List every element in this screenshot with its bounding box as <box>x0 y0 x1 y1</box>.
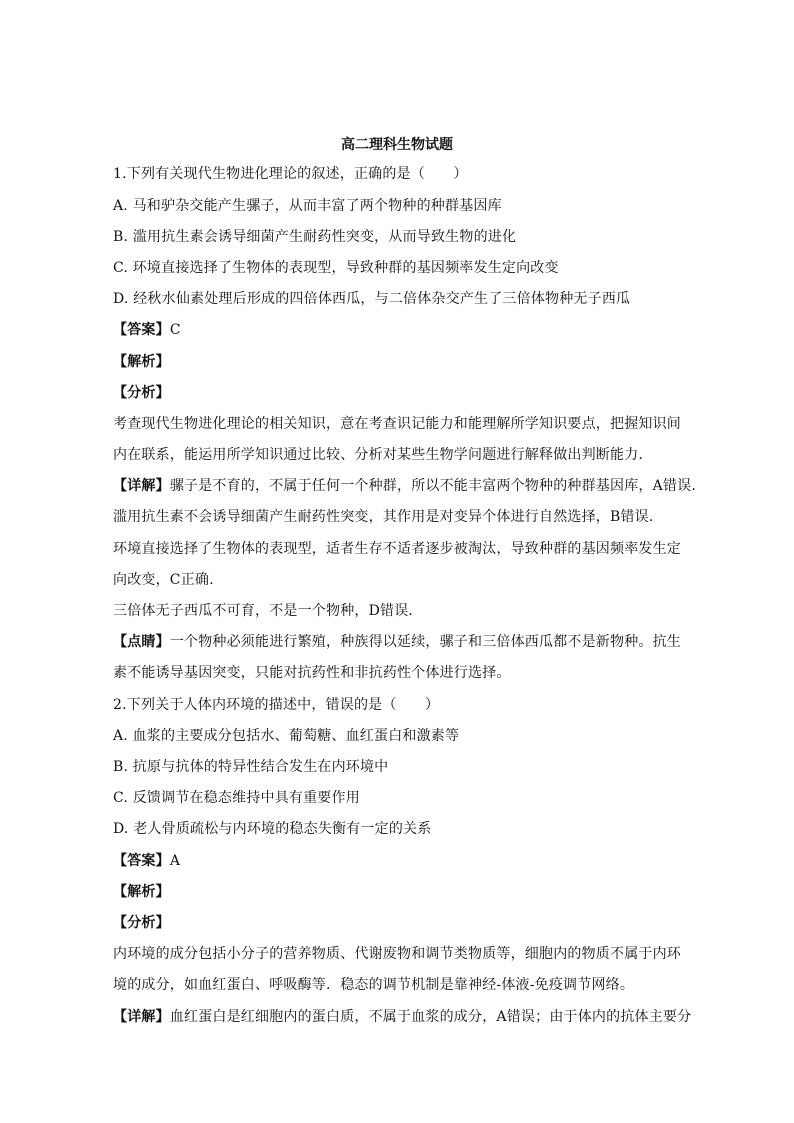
question-2-analysis-line: 内环境的成分包括小分子的营养物质、代谢废物和调节类物质等，细胞内的物质不属于内环 <box>113 946 681 962</box>
question-1-fenxi-label: 【分析】 <box>113 385 170 401</box>
detail-line: 骡子是不育的，不属于任何一个种群，所以不能丰富两个物种的种群基因库，A错误. <box>169 478 696 494</box>
question-1-analysis-line: 考查现代生物进化理论的相关知识，意在考查识记能力和能理解所学知识要点，把握知识间 <box>113 416 681 432</box>
question-1-detail-line: 环境直接选择了生物体的表现型，适者生存不适者逐步被淘汰，导致种群的基因频率发生定 <box>113 541 681 557</box>
question-2-jiexi-label: 【解析】 <box>113 884 170 900</box>
tip-label: 【点睛】 <box>113 634 170 650</box>
question-1-detail-line: 向改变，C正确. <box>113 572 214 588</box>
question-1-jiexi-label: 【解析】 <box>113 354 170 370</box>
question-2-detail <box>113 1008 695 1026</box>
page-title: 高二理科生物试题 <box>341 137 453 153</box>
question-1-detail <box>113 477 695 495</box>
question-1-tip-line: 素不能诱导基因突变，只能对抗药性和非抗药性个体进行选择。 <box>113 665 511 681</box>
answer-value: C <box>169 322 181 338</box>
question-1-option-c: C. 环境直接选择了生物体的表现型，导致种群的基因频率发生定向改变 <box>113 260 559 276</box>
question-2-analysis-line: 境的成分，如血红蛋白、呼吸酶等．稳态的调节机制是靠神经-体液-免疫调节网络。 <box>113 977 635 993</box>
detail-label: 【详解】 <box>113 1009 170 1025</box>
question-1-option-b: B. 滥用抗生素会诱导细菌产生耐药性突变，从而导致生物的进化 <box>113 229 517 245</box>
question-2-option-d: D. 老人骨质疏松与内环境的稳态失衡有一定的关系 <box>113 821 432 837</box>
question-2-answer <box>113 852 695 870</box>
question-2-fenxi-label: 【分析】 <box>113 915 170 931</box>
question-1-tip <box>113 633 695 651</box>
question-1-stem: 1.下列有关现代生物进化理论的叙述，正确的是（ ） <box>113 166 468 182</box>
question-2-stem: 2.下列关于人体内环境的描述中，错误的是（ ） <box>113 697 440 713</box>
detail-label: 【详解】 <box>113 478 170 494</box>
detail-line: 血红蛋白是红细胞内的蛋白质，不属于血浆的成分，A错误；由于体内的抗体主要分 <box>169 1009 692 1025</box>
question-1-detail-line: 滥用抗生素不会诱导细菌产生耐药性突变，其作用是对变异个体进行自然选择，B错误. <box>113 509 654 525</box>
question-2-option-c: C. 反馈调节在稳态维持中具有重要作用 <box>113 790 360 806</box>
answer-label: 【答案】 <box>113 322 170 338</box>
question-1-detail-line: 三倍体无子西瓜不可育，不是一个物种，D错误. <box>113 603 414 619</box>
question-2-option-a: A. 血浆的主要成分包括水、葡萄糖、血红蛋白和激素等 <box>113 728 460 744</box>
tip-line: 一个物种必须能进行繁殖，种族得以延续，骡子和三倍体西瓜都不是新物种。抗生 <box>169 634 682 650</box>
question-1-analysis-line: 内在联系，能运用所学知识通过比较、分析对某些生物学问题进行解释做出判断能力. <box>113 447 644 463</box>
answer-value: A <box>169 853 181 869</box>
answer-label: 【答案】 <box>113 853 170 869</box>
question-1-option-d: D. 经秋水仙素处理后形成的四倍体西瓜，与二倍体杂交产生了三倍体物种无子西瓜 <box>113 291 631 307</box>
question-1-answer <box>113 321 695 339</box>
question-1-option-a: A. 马和驴杂交能产生骡子，从而丰富了两个物种的种群基因库 <box>113 198 502 214</box>
question-2-option-b: B. 抗原与抗体的特异性结合发生在内环境中 <box>113 759 389 775</box>
